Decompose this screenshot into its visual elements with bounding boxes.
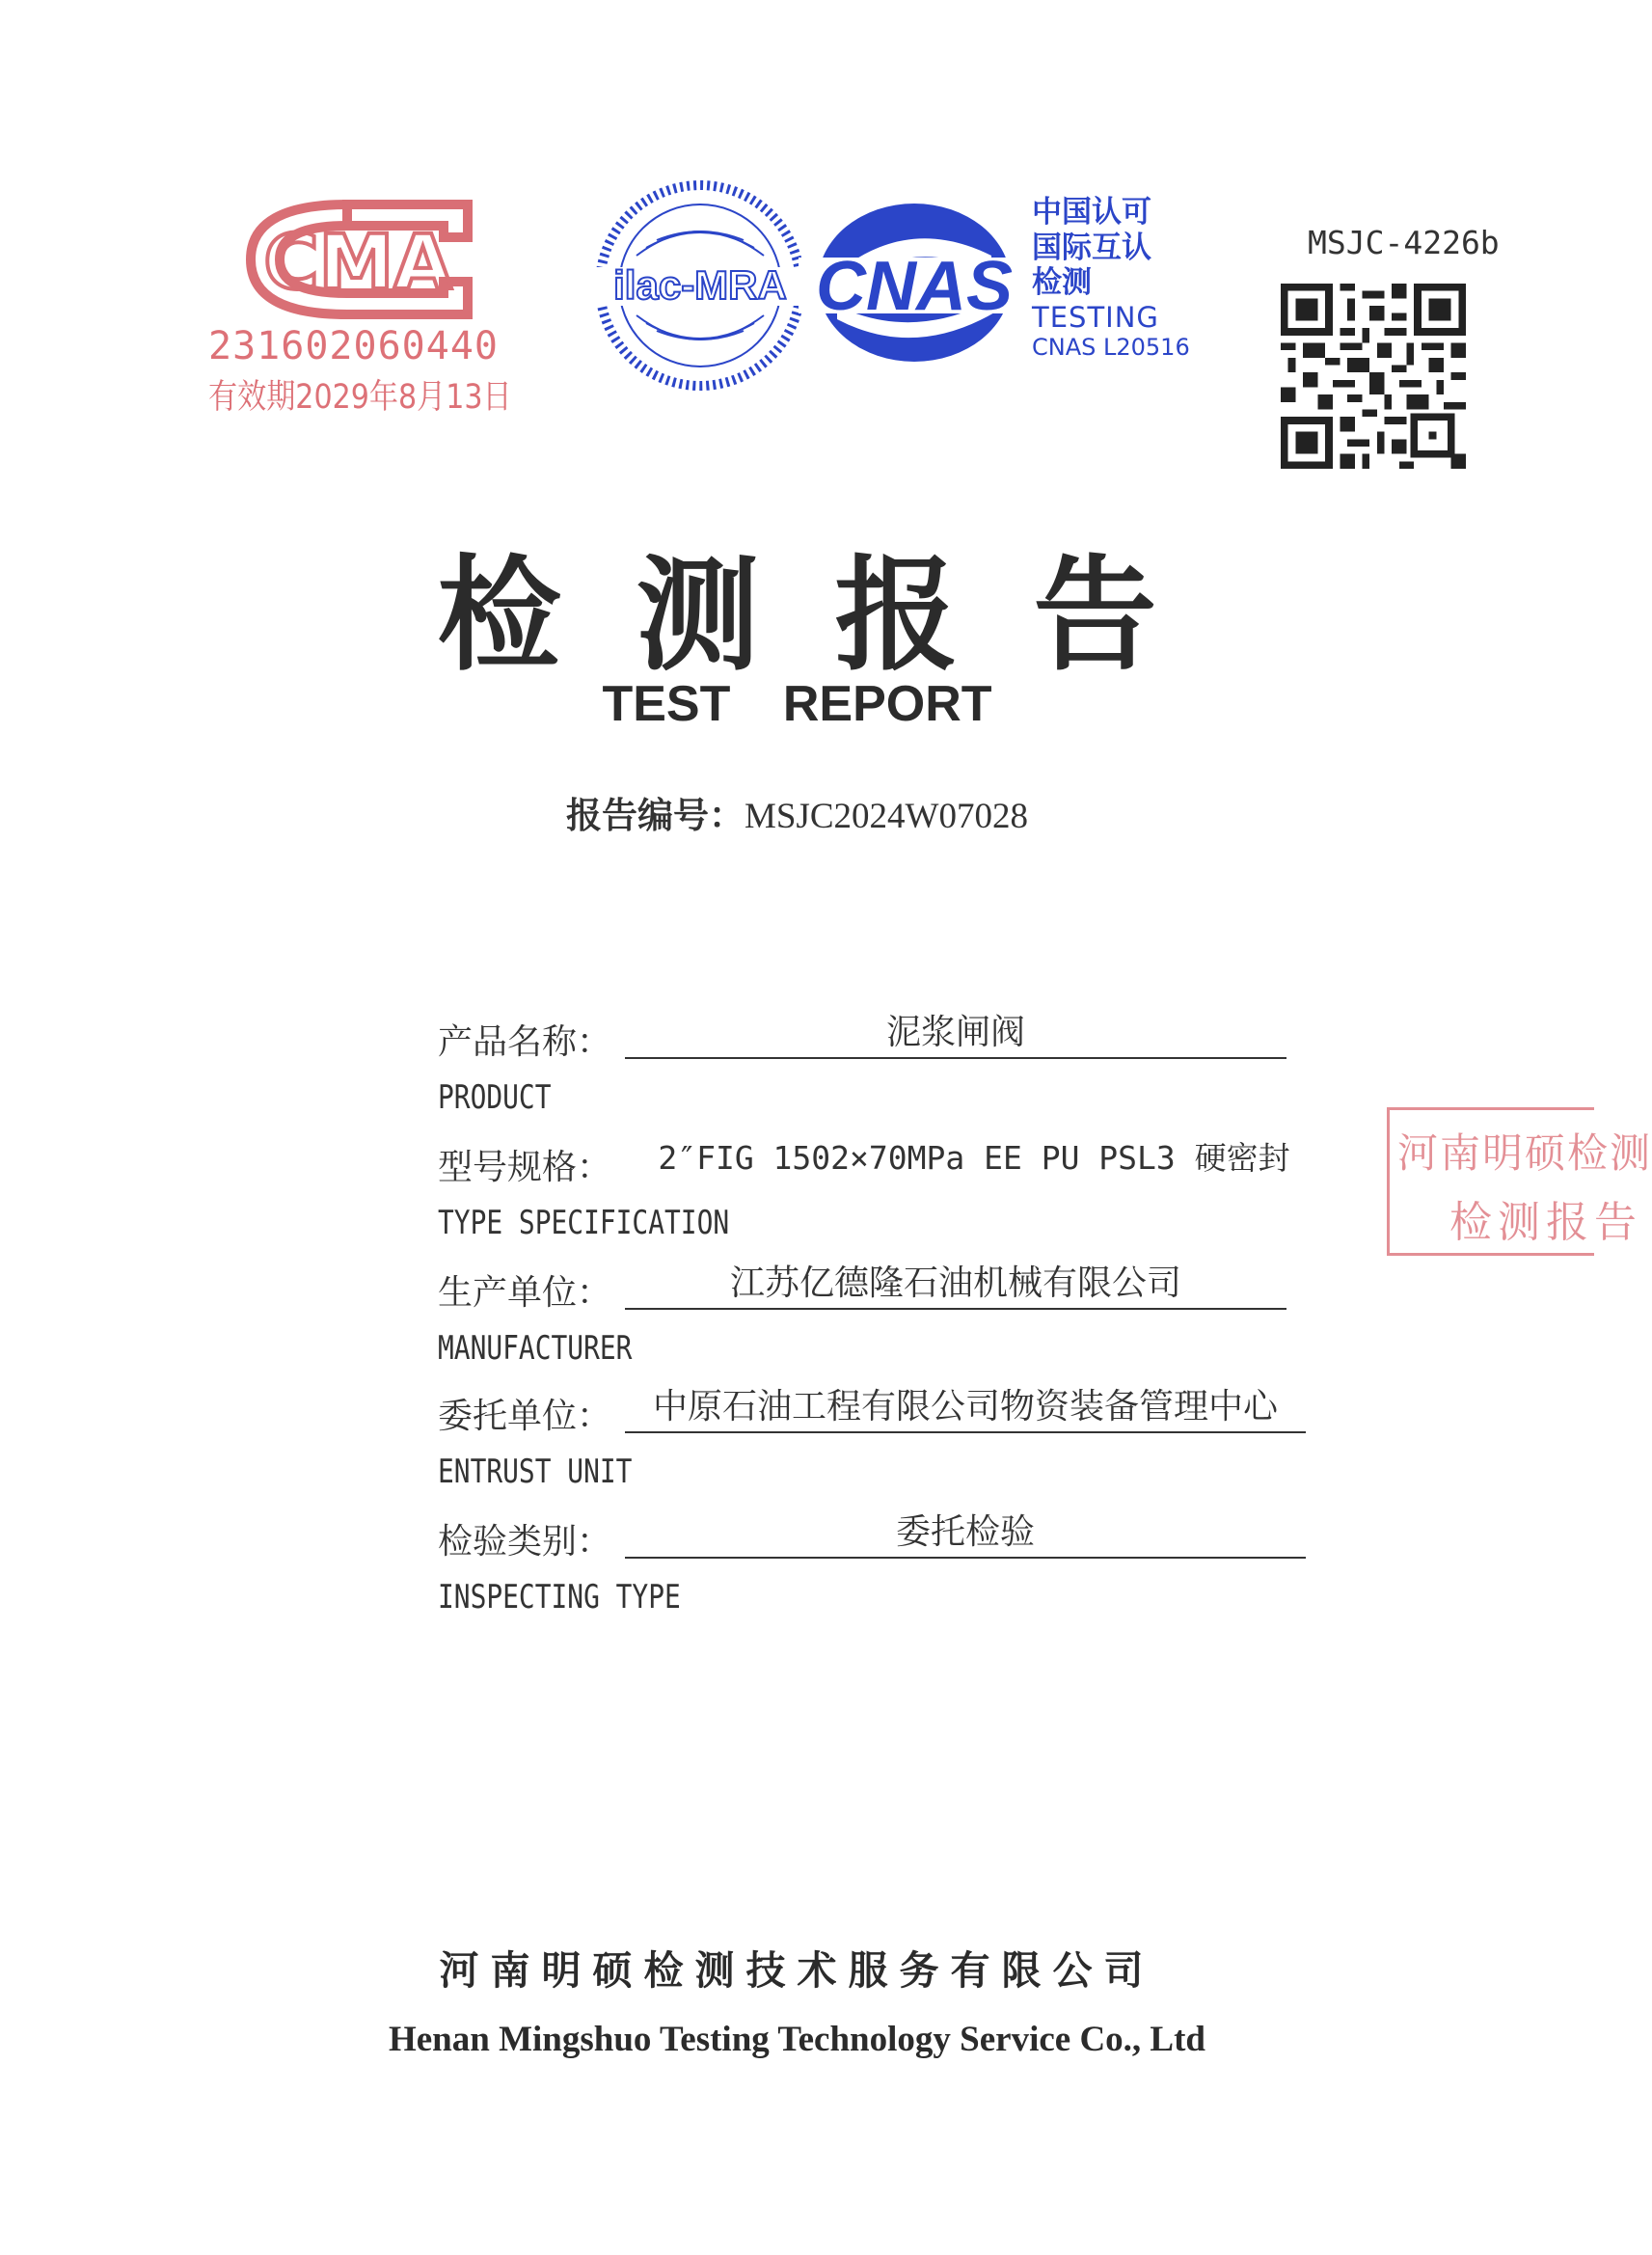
cma-seal: [204, 189, 532, 430]
cma-valid-date: 有效期2029年8月13日: [208, 378, 512, 417]
stamp-line-1: 河南明硕检测: [1397, 1129, 1652, 1177]
report-number-label: 报告编号：: [566, 795, 745, 836]
ilac-logo-text: ilac-MRA: [613, 262, 787, 308]
inspect-label-en: INSPECTING TYPE: [438, 1578, 681, 1617]
entrust-value: 中原石油工程有限公司物资装备管理中心: [625, 1385, 1306, 1433]
entrust-label-en: ENTRUST UNIT: [438, 1453, 633, 1491]
cnas-line-5: CNAS L20516: [1032, 333, 1190, 361]
document-code: MSJC-4226b: [1308, 224, 1500, 261]
report-number: [0, 786, 1594, 838]
inspect-value: 委托检验: [625, 1510, 1306, 1559]
product-value: 泥浆闸阀: [625, 1011, 1286, 1059]
cma-number: 231602060440: [208, 324, 499, 368]
cnas-line-3: 检测: [1032, 265, 1092, 301]
manufacturer-value: 江苏亿德隆石油机械有限公司: [625, 1262, 1286, 1310]
inspect-label: 检验类别：: [438, 1522, 612, 1562]
ilac-mra-icon: [593, 178, 807, 393]
cnas-caption: [1032, 195, 1190, 361]
product-label-en: PRODUCT: [438, 1078, 552, 1117]
cnas-line-1: 中国认可: [1032, 195, 1151, 230]
stamp-line-2: 检测报告: [1449, 1198, 1642, 1247]
cnas-logo-text: CNAS: [815, 248, 1014, 325]
title-chinese: 检测报告: [437, 544, 1232, 688]
type-label-en: TYPE SPECIFICATION: [438, 1204, 730, 1242]
company-stamp: [1387, 1107, 1652, 1256]
manufacturer-label-en: MANUFACTURER: [438, 1329, 633, 1368]
company-name-english: Henan Mingshuo Testing Technology Service Co., Ltd: [388, 2020, 1206, 2059]
type-value: 2″FIG 1502×70MPa EE PU PSL3 硬密封: [658, 1139, 1290, 1177]
type-label: 型号规格：: [438, 1148, 612, 1187]
cnas-line-2: 国际互认: [1032, 230, 1151, 265]
product-label: 产品名称：: [438, 1022, 612, 1062]
cnas-line-4: TESTING: [1032, 300, 1159, 334]
title-english: TEST REPORT: [602, 676, 992, 732]
manufacturer-label: 生产单位：: [438, 1273, 612, 1313]
cnas-logo-icon: [799, 198, 1030, 367]
company-name-chinese: 河南明硕检测技术服务有限公司: [439, 1947, 1155, 1994]
cma-logo-text: CMA: [263, 220, 452, 307]
entrust-label: 委托单位：: [438, 1397, 612, 1436]
qr-code-icon: [1281, 284, 1466, 469]
cma-logo-icon: [231, 197, 484, 322]
report-number-value: MSJC2024W07028: [745, 797, 1028, 836]
